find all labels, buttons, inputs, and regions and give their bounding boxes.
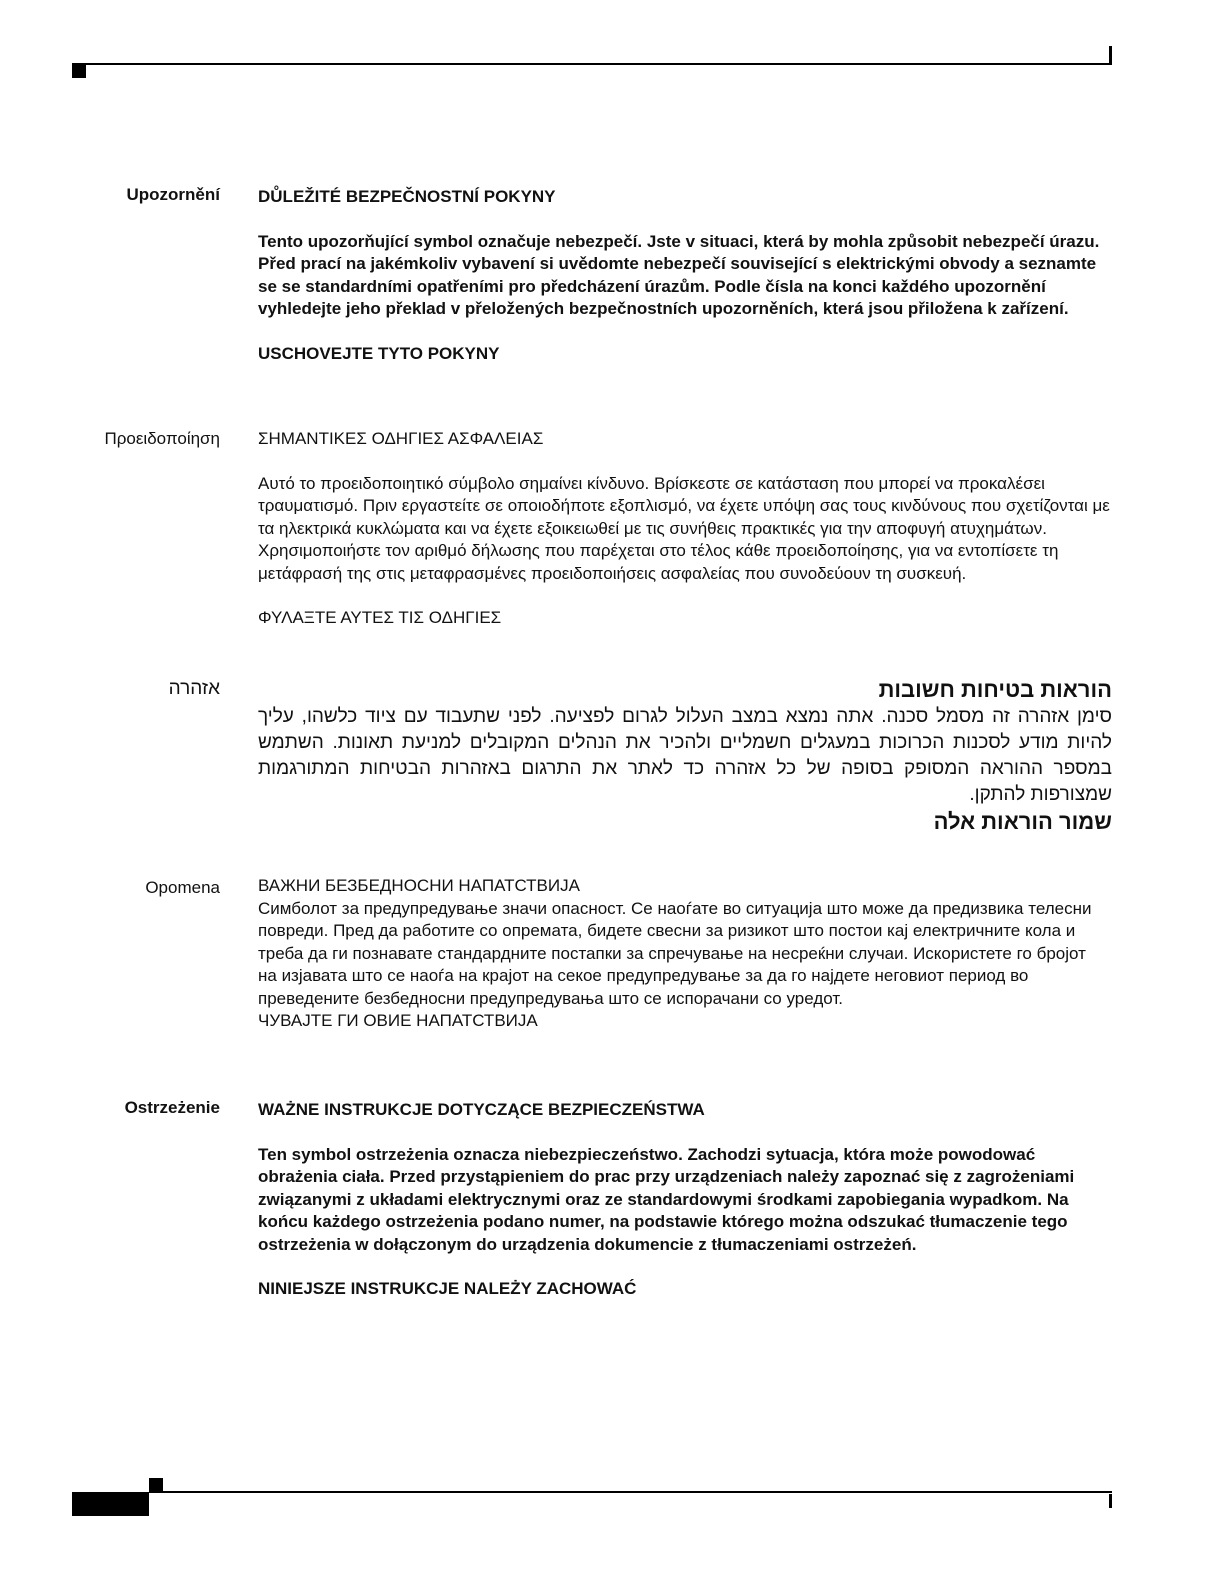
section-body: Αυτό το προειδοποιητικό σύμβολο σημαίνει κίνδυνο. Βρίσκεστε σε κατάσταση που μπορεί να προκαλέσει τραυματισμό. Πριν εργαστείτε σε οποιοδήποτε εξοπλισμό, να έχετε υπόψη σας τους κινδύνους που σχετίζονται με τα ηλεκτρικά κυκλώματα και να έχετε εξοικειωθεί με τις συνήθεις πρακτικές για την αποφυγή ατυχημάτων. Χρησιμοποιήστε τον αριθμό δήλωσης που παρέχεται στο τέλος κάθε προειδοποίησης, για να εντοπίσετε τη μετάφρασή της στις μεταφρασμένες προειδοποιήσεις ασφαλείας που συνοδεύουν τη συσκευή.	[258, 473, 1110, 583]
section-footer: NINIEJSZE INSTRUKCJE NALEŻY ZACHOWAĆ	[258, 1279, 637, 1298]
section-body: Симболот за предупредување значи опасност. Се наоѓате во ситуација што може да предизвика телесни повреди. Пред да работите со опремата, бидете свесни за ризикот што постои кај електричните кола и треба да ги познавате стандардните постапки за спречување на несреќни случаи. Искористете го бројот на изјавата што се наоѓа на крајот на секое предупредување за да го најдете неговиот период во преведените безбедносни предупредувања што се испорачани со уредот.	[258, 898, 1092, 1008]
warning-section-hebrew	[258, 676, 1112, 836]
warning-label-greek: Προειδοποίηση	[104, 429, 220, 448]
section-body: Tento upozorňující symbol označuje nebezpečí. Jste v situaci, která by mohla způsobit nebezpečí úrazu. Před prací na jakémkoliv vybavení si uvědomte nebezpečí související s elektrickými obvody a seznamte se se standardními opatřeními pro předcházení úrazům. Podle čísla na konci každého upozornění vyhledejte jeho překlad v přeložených bezpečnostních upozorněních, která jsou přiložena k zařízení.	[258, 231, 1100, 318]
section-footer: ΦΥΛΑΞΤΕ ΑΥΤΕΣ ΤΙΣ ΟΔΗΓΙΕΣ	[258, 608, 502, 627]
warning-section-greek	[258, 428, 1118, 630]
warning-label-macedonian: Opomena	[145, 878, 220, 897]
warning-label-hebrew: אזהרה	[168, 678, 220, 699]
warning-label-polish: Ostrzeżenie	[124, 1098, 220, 1117]
warning-section-polish	[258, 1099, 1118, 1301]
footer-small-block	[149, 1478, 163, 1491]
section-heading: WAŻNE INSTRUKCJE DOTYCZĄCE BEZPIECZEŃSTWA	[258, 1100, 705, 1119]
footer-rule	[149, 1491, 1112, 1493]
section-heading: הוראות בטיחות חשובות	[878, 677, 1112, 702]
section-footer: ЧУВАЈТЕ ГИ ОВИЕ НАПАТСТВИЈА	[258, 1011, 538, 1030]
warning-section-czech	[258, 186, 1118, 365]
section-footer: שמור הוראות אלה	[933, 809, 1112, 834]
section-heading: ΣΗΜΑΝΤΙΚΕΣ ΟΔΗΓΙΕΣ ΑΣΦΑΛΕΙΑΣ	[258, 429, 544, 448]
warning-section-macedonian	[258, 875, 1108, 1033]
section-heading: DŮLEŽITÉ BEZPEČNOSTNÍ POKYNY	[258, 187, 556, 206]
section-body: סימן אזהרה זה מסמל סכנה. אתה נמצא במצב העלול לגרום לפציעה. לפני שתעבוד עם ציוד כלשהו, עליך להיות מודע לסכנות הכרוכות במעגלים חשמליים ולהכיר את הנהלים המקובלים למניעת תאונות. השתמש במספר ההוראה המסופק בסופה של כל אזהרה כד לאתר את התרגום באזהרות הבטיחות המתורגמות שמצורפות להתקן.	[258, 706, 1112, 805]
header-right-tick	[1109, 46, 1112, 65]
footer-page-block	[72, 1492, 149, 1516]
section-heading: ВАЖНИ БЕЗБЕДНОСНИ НАПАТСТВИЈА	[258, 876, 580, 895]
section-footer: USCHOVEJTE TYTO POKYNY	[258, 343, 500, 363]
section-body: Ten symbol ostrzeżenia oznacza niebezpieczeństwo. Zachodzi sytuacja, która może powodować obrażenia ciała. Przed przystąpieniem do prac przy urządzeniach należy zapoznać się z zagrożeniami związanymi z układami elektrycznymi oraz ze standardowymi środkami zapobiegania wypadkom. Na końcu każdego ostrzeżenia podano numer, na podstawie którego można odszukać tłumaczenie tego ostrzeżenia w dołączonym do urządzenia dokumencie z tłumaczeniami ostrzeżeń.	[258, 1144, 1075, 1254]
header-rule	[72, 63, 1112, 65]
footer-right-tick	[1109, 1494, 1112, 1508]
warning-label-czech: Upozornění	[126, 185, 220, 204]
header-corner-block	[72, 65, 86, 78]
